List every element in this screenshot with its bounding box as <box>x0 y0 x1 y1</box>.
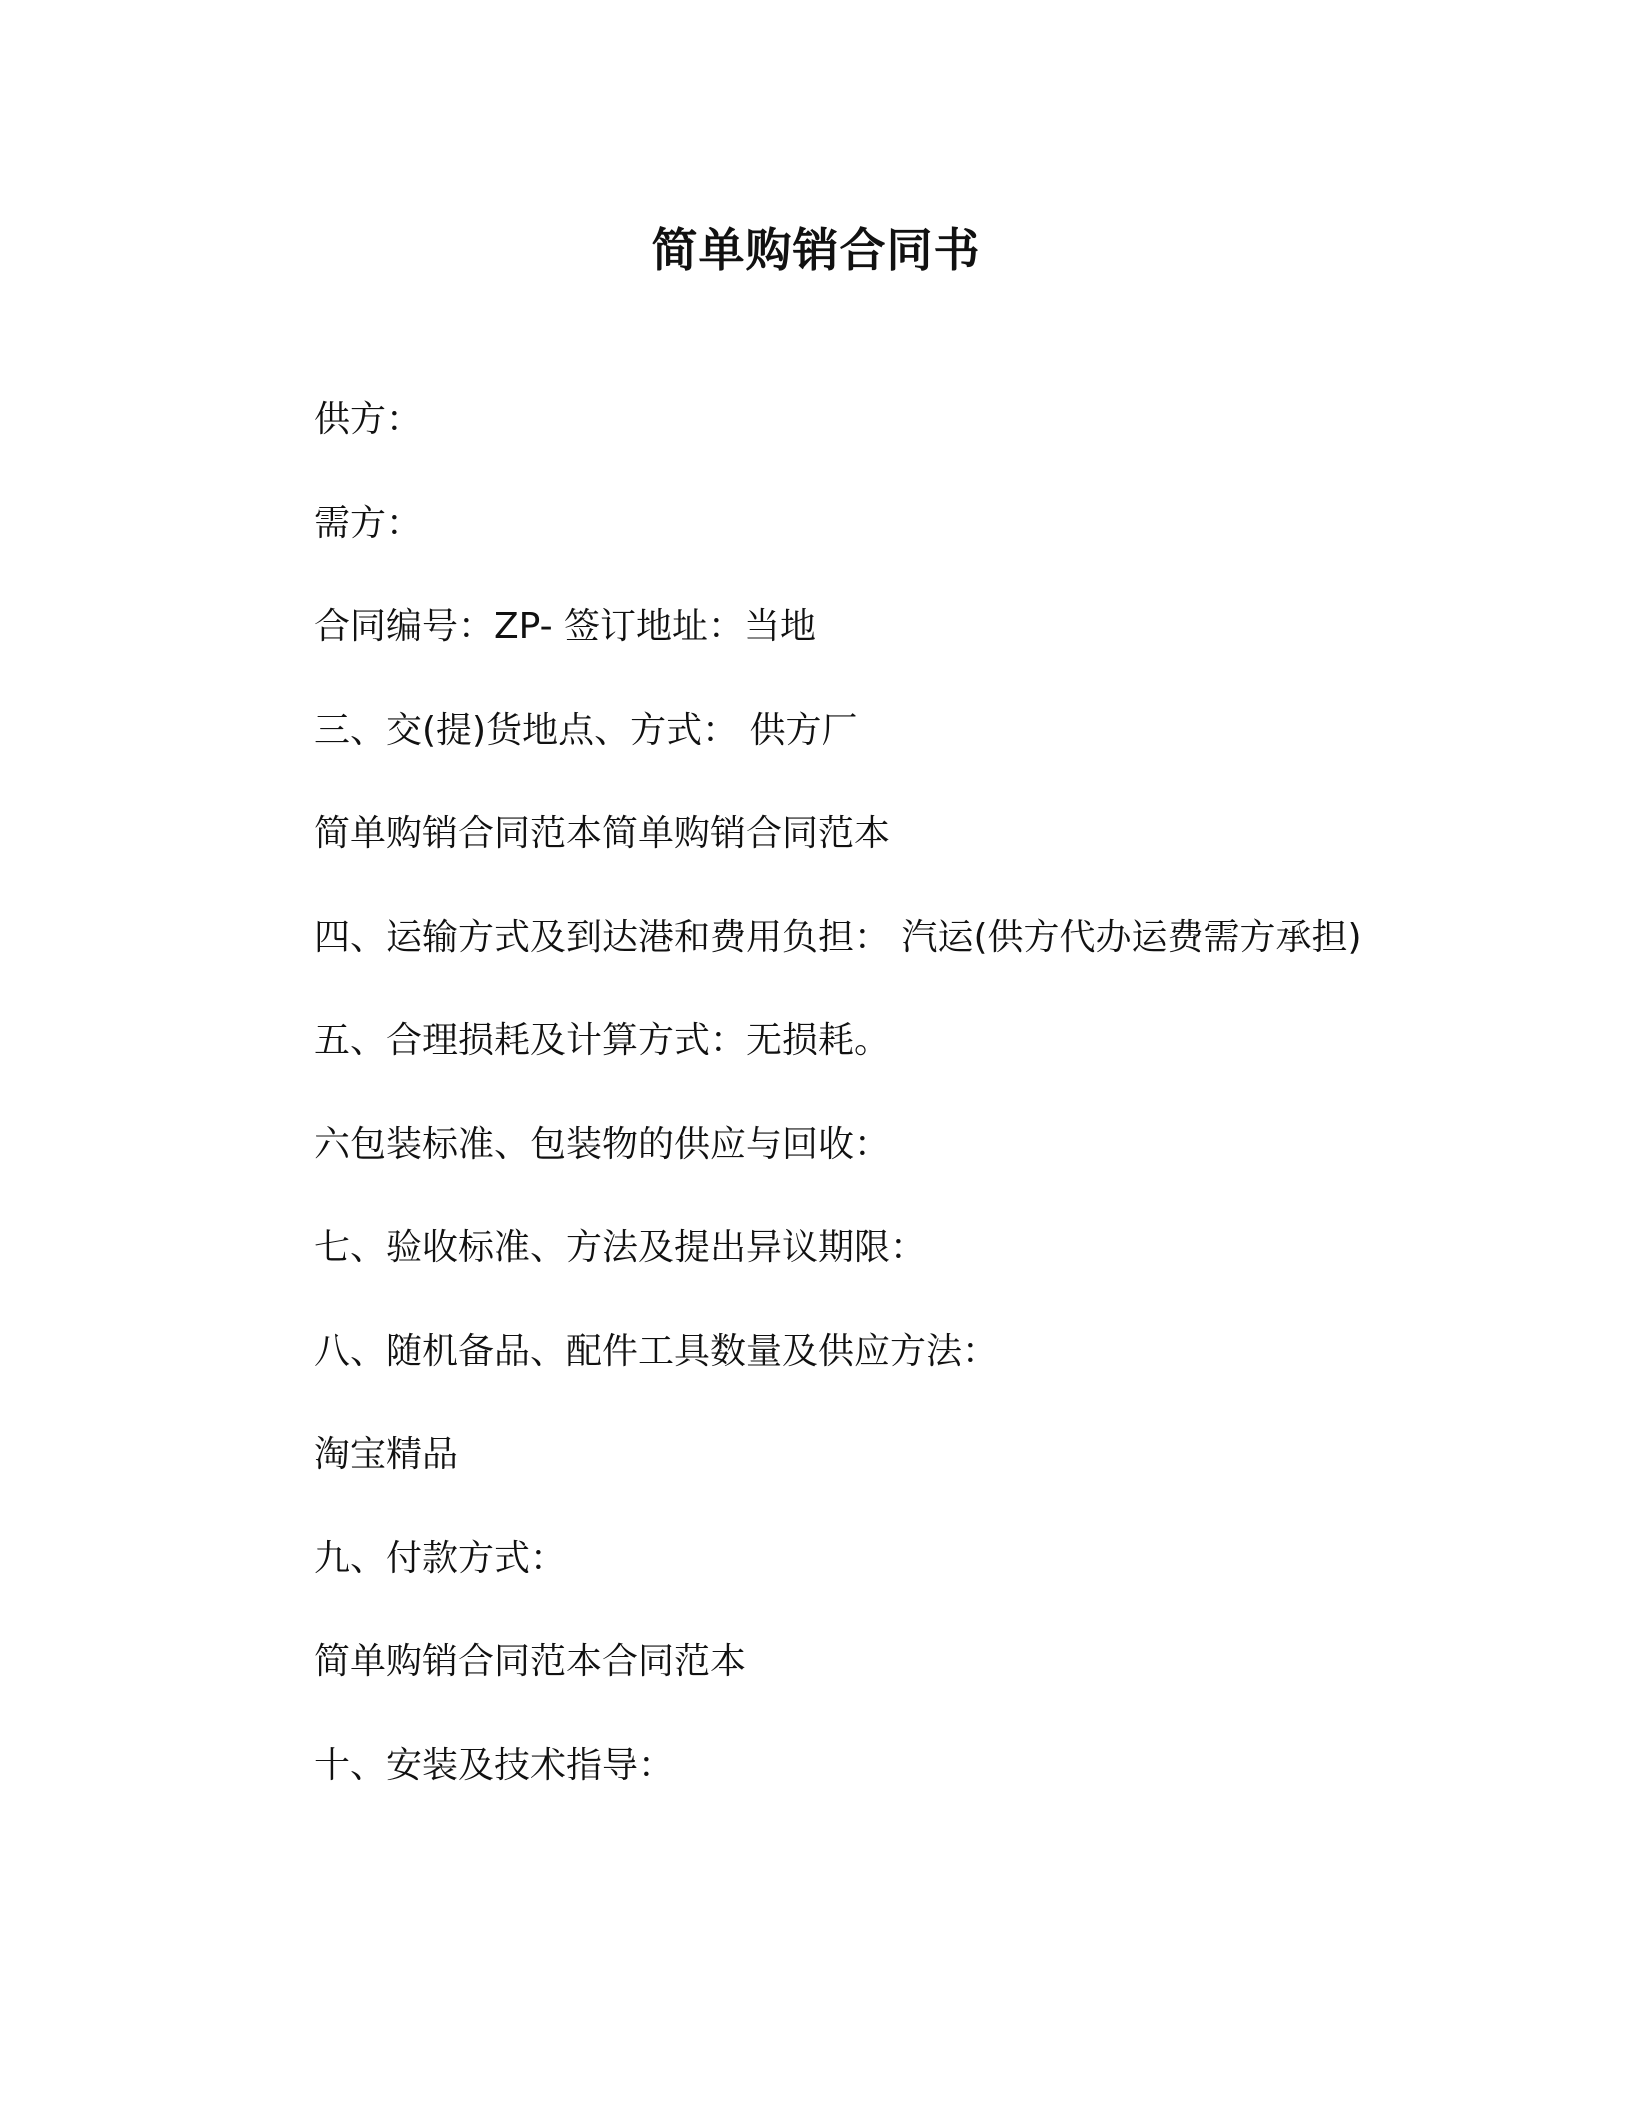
line-delivery-location: 三、交(提)货地点、方式： 供方厂 <box>314 709 858 751</box>
line-installation-guidance: 十、安装及技术指导： <box>314 1744 675 1786</box>
line-acceptance-standard: 七、验收标准、方法及提出异议期限： <box>314 1227 927 1268</box>
line-filler-text: 简单购销合同范本简单购销合同范本 <box>314 813 891 854</box>
line-spare-parts: 八、随机备品、配件工具数量及供应方法： <box>314 1330 999 1372</box>
line-contract-number: 合同编号：ZP- 签订地址：当地 <box>314 606 817 647</box>
line-buyer: 需方： <box>314 502 423 544</box>
document-title: 简单购销合同书 <box>651 223 981 277</box>
line-filler-text-2: 淘宝精品 <box>314 1434 459 1475</box>
contract-lines <box>314 392 1514 1841</box>
line-packaging-standard: 六包装标准、包装物的供应与回收： <box>314 1123 891 1165</box>
line-supplier: 供方： <box>314 399 423 440</box>
line-payment-method: 九、付款方式： <box>314 1537 567 1579</box>
line-loss-calculation: 五、合理损耗及计算方式：无损耗。 <box>314 1020 891 1061</box>
line-transport-method: 四、运输方式及到达港和费用负担： 汽运(供方代办运费需方承担) <box>314 916 1362 958</box>
line-filler-text-3: 简单购销合同范本合同范本 <box>314 1641 747 1682</box>
